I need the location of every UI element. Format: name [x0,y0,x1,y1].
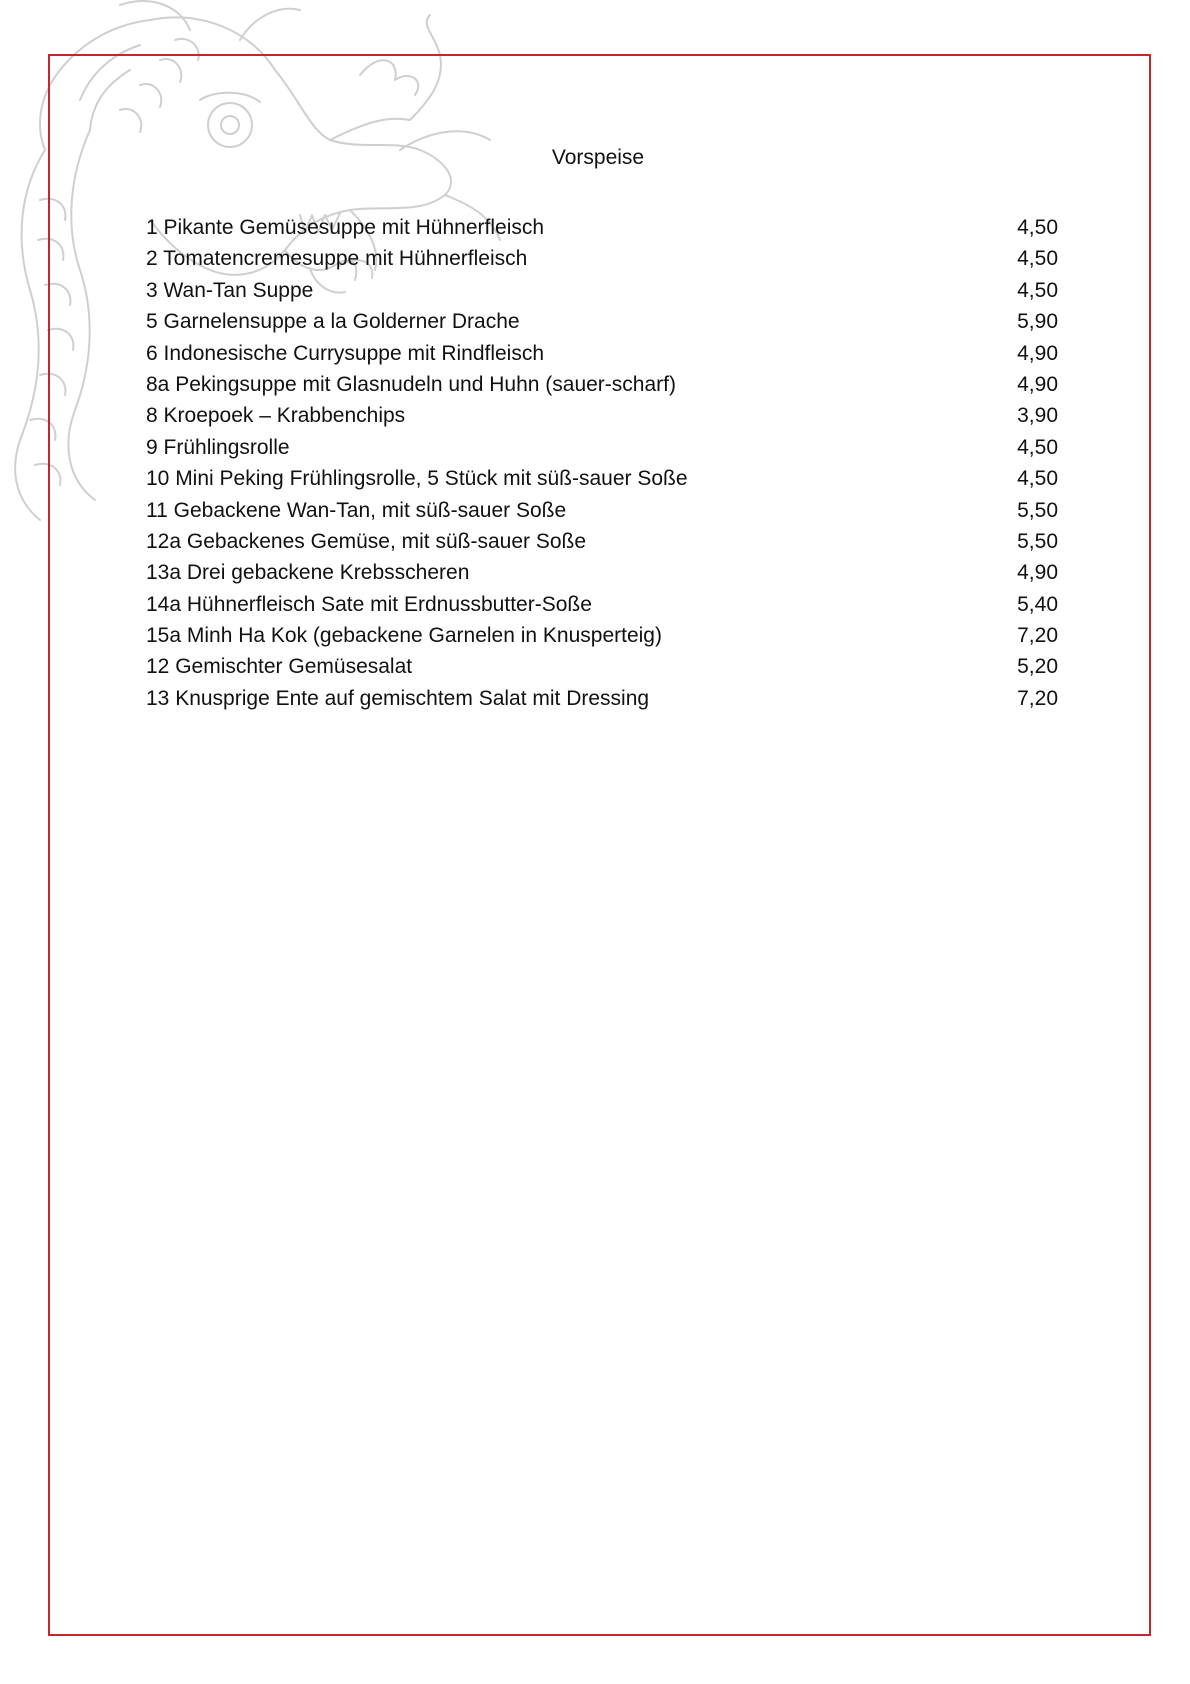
menu-item-name: 11 Gebackene Wan-Tan, mit süß-sauer Soße [146,498,567,522]
menu-item-name: 12 Gemischter Gemüsesalat [146,655,413,679]
menu-item-price: 5,50 [1017,529,1058,553]
menu-item-price: 3,90 [1017,404,1058,428]
menu-item-price: 4,50 [1017,278,1058,302]
menu-item [146,243,1058,274]
menu-item-name: 5 Garnelensuppe a la Golderner Drache [146,310,520,334]
menu-item [146,369,1058,400]
menu-item-price: 4,90 [1017,341,1058,365]
menu-item-name: 13a Drei gebackene Krebsscheren [146,561,470,585]
menu-item-name: 9 Frühlingsrolle [146,435,290,459]
menu-item [146,651,1058,682]
menu-item-price: 4,90 [1017,561,1058,585]
menu-item [146,432,1058,463]
menu-item [146,212,1058,243]
menu-item-name: 8a Pekingsuppe mit Glasnudeln und Huhn (sauer-scharf) [146,372,676,396]
menu-item-price: 4,50 [1017,247,1058,271]
menu-item [146,589,1058,620]
menu-item [146,338,1058,369]
menu-item-name: 2 Tomatencremesuppe mit Hühnerfleisch [146,247,528,271]
menu-item-name: 15a Minh Ha Kok (gebackene Garnelen in Knusperteig) [146,624,662,648]
menu-item-name: 6 Indonesische Currysuppe mit Rindfleisch [146,341,545,365]
menu-item-name: 13 Knusprige Ente auf gemischtem Salat mit Dressing [146,686,650,710]
section-title: Vorspeise [551,146,645,169]
menu-item [146,495,1058,526]
menu-item-name: 3 Wan-Tan Suppe [146,278,314,302]
menu-item-price: 7,20 [1017,686,1058,710]
menu-item [146,400,1058,431]
menu-item [146,463,1058,494]
menu-item [146,620,1058,651]
menu-item-name: 14a Hühnerfleisch Sate mit Erdnussbutter-Soße [146,592,592,616]
menu-item [146,526,1058,557]
menu-item-price: 4,50 [1017,435,1058,459]
menu-item-price: 4,50 [1017,467,1058,491]
menu-item [146,557,1058,588]
menu-item-price: 5,90 [1017,310,1058,334]
menu-item [146,683,1058,714]
menu-item-price: 7,20 [1017,624,1058,648]
menu-item-price: 5,50 [1017,498,1058,522]
menu-item-name: 10 Mini Peking Frühlingsrolle, 5 Stück mit süß-sauer Soße [146,467,688,491]
menu-item-price: 4,90 [1017,372,1058,396]
menu-item-price: 5,20 [1017,655,1058,679]
menu-item-name: 8 Kroepoek – Krabbenchips [146,404,406,428]
menu-item-name: 1 Pikante Gemüsesuppe mit Hühnerfleisch [146,216,545,239]
menu-list [146,212,1058,714]
menu-item-price: 4,50 [1017,216,1058,239]
menu-item [146,275,1058,306]
menu-item-price: 5,40 [1017,592,1058,616]
menu-item-name: 12a Gebackenes Gemüse, mit süß-sauer Soße [146,529,587,553]
menu-item [146,306,1058,337]
